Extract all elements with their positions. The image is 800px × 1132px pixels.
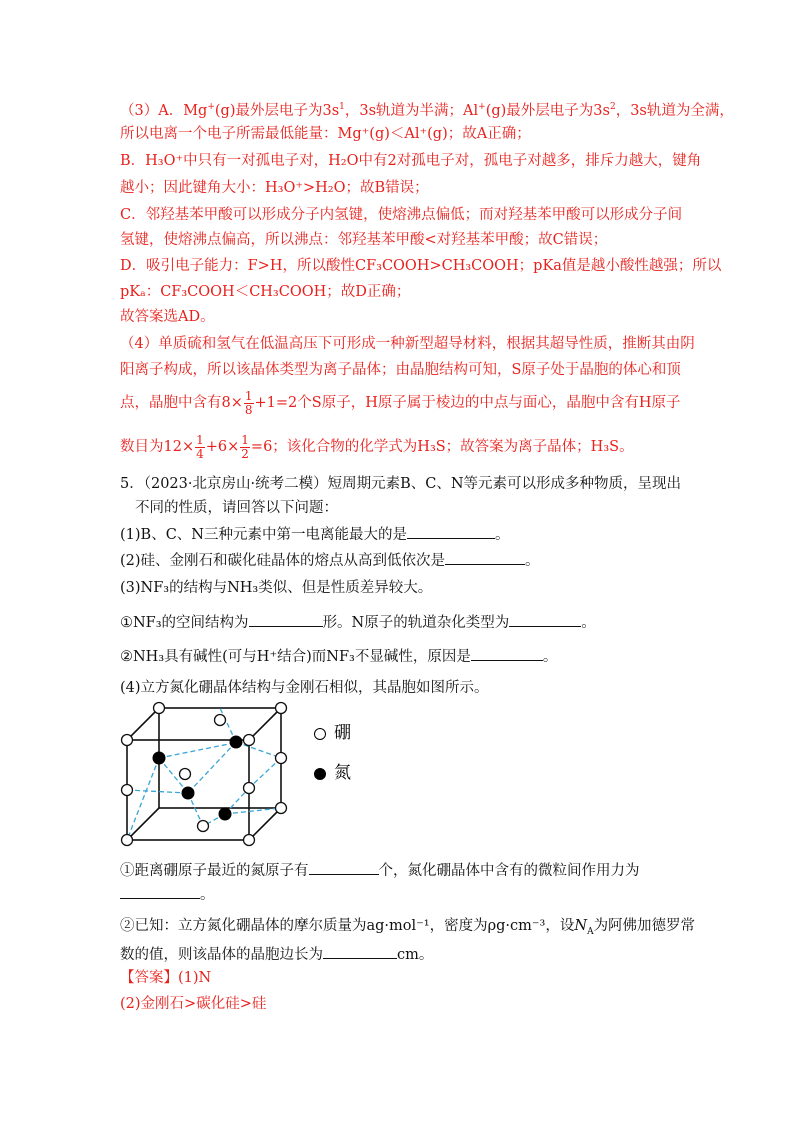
fraction-one-quarter: $\frac{1}{4}$ (196, 432, 204, 461)
q3-answer-line-d1: D．吸引电子能力：F>H，所以酸性CF₃COOH>CH₃COOH；pKa值是越小酸性越强；所以 (120, 258, 722, 274)
answer-blank (309, 860, 379, 875)
fraction-one-eighth: $\frac{1}{8}$ (244, 388, 253, 417)
q3-answer-line-d2: pKₐ：CF₃COOH＜CH₃COOH；故D正确； (120, 284, 411, 300)
q5-part-2: (2)硅、金刚石和碳化硅晶体的熔点从高到低依次是 。 (120, 550, 690, 571)
answer-blank (249, 612, 323, 627)
q5-stem-line-2: 不同的性质，请回答以下问题： (135, 500, 338, 516)
answer-section (120, 968, 690, 988)
q5-part-4a-line-2: 。 (120, 884, 690, 905)
q3-answer-line-c1: C．邻羟基苯甲酸可以形成分子内氢键，使熔沸点偏低；而对羟基苯甲酸可以形成分子间 (120, 207, 683, 223)
q4-answer-line-3: 点，晶胞中含有8× $\frac{1}{8}$ +1=2个S原子，H原子属于棱边的中点与面心，晶胞中含有H原子 (120, 388, 681, 417)
fraction-one-half: $\frac{1}{2}$ (241, 432, 249, 461)
q5-part-4: (4)立方氮化硼晶体结构与金刚石相似，其晶胞如图所示。 (120, 680, 489, 696)
q5-part-4b-line-1: ②已知：立方氮化硼晶体的摩尔质量为ag·mol⁻¹，密度为ρg·cm⁻³，设$N_A$为阿佛加德罗常 (120, 918, 696, 937)
q5-part-4a-line-1: ①距离硼原子最近的氮原子有 个，氮化硼晶体中含有的微粒间作用力为 (120, 860, 690, 881)
answer-blank (120, 884, 200, 899)
boron-nitride-unit-cell-diagram (115, 698, 300, 850)
legend-nitrogen: 氮 (314, 762, 351, 784)
answer-2: (2)金刚石>碳化硅>硅 (120, 996, 267, 1012)
white-circle-icon (314, 728, 326, 740)
answer-1: (1)N (178, 970, 212, 986)
q5-stem-line-1: 5．（2023·北京房山·统考二模）短周期元素B、C、N等元素可以形成多种物质，呈现出 (120, 476, 682, 492)
answer-blank (445, 550, 525, 565)
q5-part-3: (3)NF₃的结构与NH₃类似、但是性质差异较大。 (120, 580, 433, 596)
q4-answer-line-4: 数目为12× $\frac{1}{4}$ +6× $\frac{1}{2}$ =6；该化合物的化学式为H₃S；故答案为离子晶体；H₃S。 (120, 432, 634, 461)
q3-answer-conclusion: 故答案选AD。 (120, 309, 215, 325)
answer-blank (509, 612, 581, 627)
q5-part-1: (1)B、C、N三种元素中第一电离能最大的是 。 (120, 524, 690, 545)
q4-answer-line-2: 阳离子构成，所以该晶体类型为离子晶体；由晶胞结构可知，S原子处于晶胞的体心和顶 (120, 362, 681, 378)
q5-part-4b-line-2: 数的值，则该晶体的晶胞边长为 cm。 (120, 944, 690, 965)
q3-answer-line-c2: 氢键，使熔沸点偏高，所以沸点：邻羟基苯甲酸<对羟基苯甲酸；故C错误； (120, 232, 608, 248)
answer-blank (407, 524, 495, 539)
q5-part-3a: ①NF₃的空间结构为 形。N原子的轨道杂化类型为 。 (120, 612, 690, 633)
q4-answer-line-1: （4）单质硫和氢气在低温高压下可形成一种新型超导材料，根据其超导性质，推断其由阴 (120, 336, 695, 352)
black-circle-icon (314, 768, 326, 780)
q3-answer-line-a1: （3）A．Mg+(g)最外层电子为$3s^1$，3s轨道为半满；Al+(g)最外层电子为$3s^2$，3s轨道为全满， (120, 102, 734, 119)
q3-answer-line-b2: 越小；因此键角大小：H₃O⁺>H₂O；故B错误； (120, 180, 429, 196)
q3-answer-line-b1: B．H₃O⁺中只有一对孤电子对，H₂O中有2对孤电子对，孤电子对越多，排斥力越大，键角 (120, 153, 702, 169)
legend-boron: 硼 (314, 722, 351, 744)
answer-blank (471, 646, 543, 661)
answer-blank (323, 944, 397, 959)
answer-label: 【答案】 (120, 970, 178, 986)
q5-part-3b: ②NH₃具有碱性(可与H⁺结合)而NF₃不显碱性，原因是 。 (120, 646, 690, 667)
q3-answer-line-a2: 所以电离一个电子所需最低能量：Mg⁺(g)＜Al⁺(g)；故A正确； (120, 126, 531, 142)
